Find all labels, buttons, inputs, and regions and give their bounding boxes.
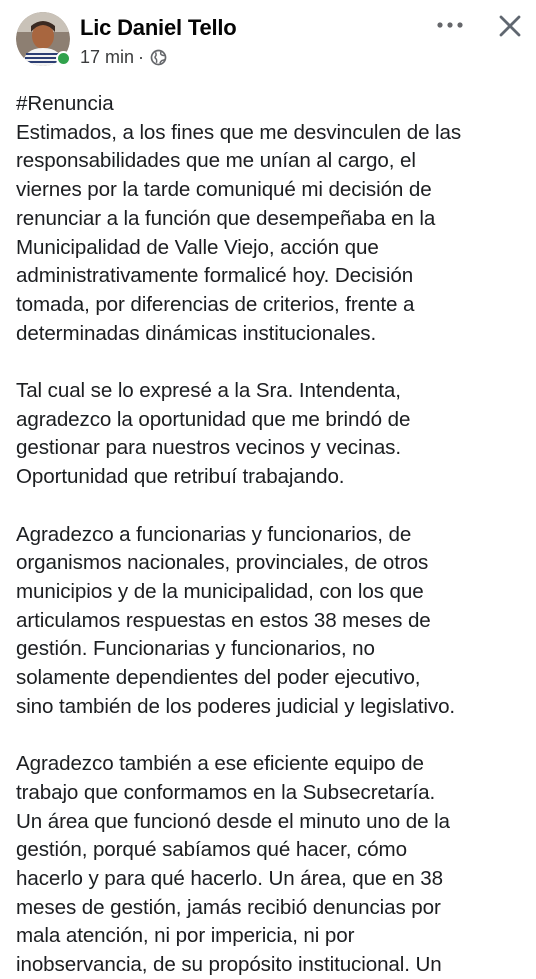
author-name[interactable]: Lic Daniel Tello (80, 15, 237, 40)
post-text-line: Municipalidad de Valle Viejo, acción que (16, 235, 379, 259)
post-text-line: responsabilidades que me unían al cargo, el (16, 149, 416, 173)
post-text-line: sino también de los poderes judicial y legislativo. (16, 694, 456, 718)
avatar[interactable] (16, 12, 70, 66)
meta-separator: · (138, 47, 145, 67)
post-meta (80, 47, 167, 68)
post-text-line: Agradezco a funcionarias y funcionarios, de (16, 522, 412, 546)
post-text-line: mala atención, ni por impericia, ni por (16, 924, 355, 948)
post-text-line: hacerlo y para qué hacerlo. Un área, que en 38 (16, 866, 444, 890)
post-text-line: renunciar a la función que desempeñaba en la (16, 206, 436, 230)
post-text-line: municipios y de la municipalidad, con los que (16, 579, 424, 603)
post-text-line: agradezco la oportunidad que me brindó de (16, 407, 411, 431)
post-text-line: viernes por la tarde comuniqué mi decisión de (16, 178, 432, 202)
post-paragraph (16, 521, 530, 722)
post-text (16, 90, 530, 979)
post-paragraph (16, 750, 530, 979)
post-text-line: trabajo que conformamos en la Subsecretaría. (16, 780, 436, 804)
post-text-line: gestión, porqué sabíamos qué hacer, cómo (16, 838, 407, 862)
post-header (0, 0, 536, 88)
online-status-dot (56, 51, 71, 66)
post-text-line: inobservancia, de su propósito institucional. Un (16, 953, 442, 977)
post-text-line: Estimados, a los fines que me desvinculen de las (16, 120, 462, 144)
post-text-line: gestionar para nuestros vecinos y vecinas. (16, 436, 402, 460)
post-text-line: meses de gestión, jamás recibió denuncias por (16, 895, 441, 919)
post-paragraph (16, 90, 530, 348)
post-text-line: Agradezco también a ese eficiente equipo de (16, 752, 424, 776)
post-text-line: #Renuncia (16, 92, 114, 115)
post-text-line: articulamos respuestas en estos 38 meses de (16, 608, 431, 632)
post-text-line: tomada, por diferencias de criterios, frente a (16, 292, 415, 316)
post-text-line: Oportunidad que retribuí trabajando. (16, 465, 345, 489)
globe-icon[interactable] (150, 49, 167, 66)
post-text-line: Tal cual se lo expresé a la Sra. Intendenta, (16, 379, 401, 403)
post-time[interactable]: 17 min (80, 47, 135, 67)
post-text-line: Un área que funcionó desde el minuto uno de la (16, 809, 450, 833)
close-icon[interactable] (498, 14, 522, 38)
post-text-line: gestión. Funcionarias y funcionarios, no (16, 637, 375, 661)
post-text-line: solamente dependientes del poder ejecutivo, (16, 666, 421, 690)
post-text-line: organismos nacionales, provinciales, de otros (16, 551, 429, 575)
post-text-line: administrativamente formalicé hoy. Decisión (16, 264, 414, 288)
more-horizontal-icon[interactable] (436, 18, 464, 32)
post-text-line: determinadas dinámicas institucionales. (16, 321, 377, 345)
post-paragraph (16, 377, 530, 492)
